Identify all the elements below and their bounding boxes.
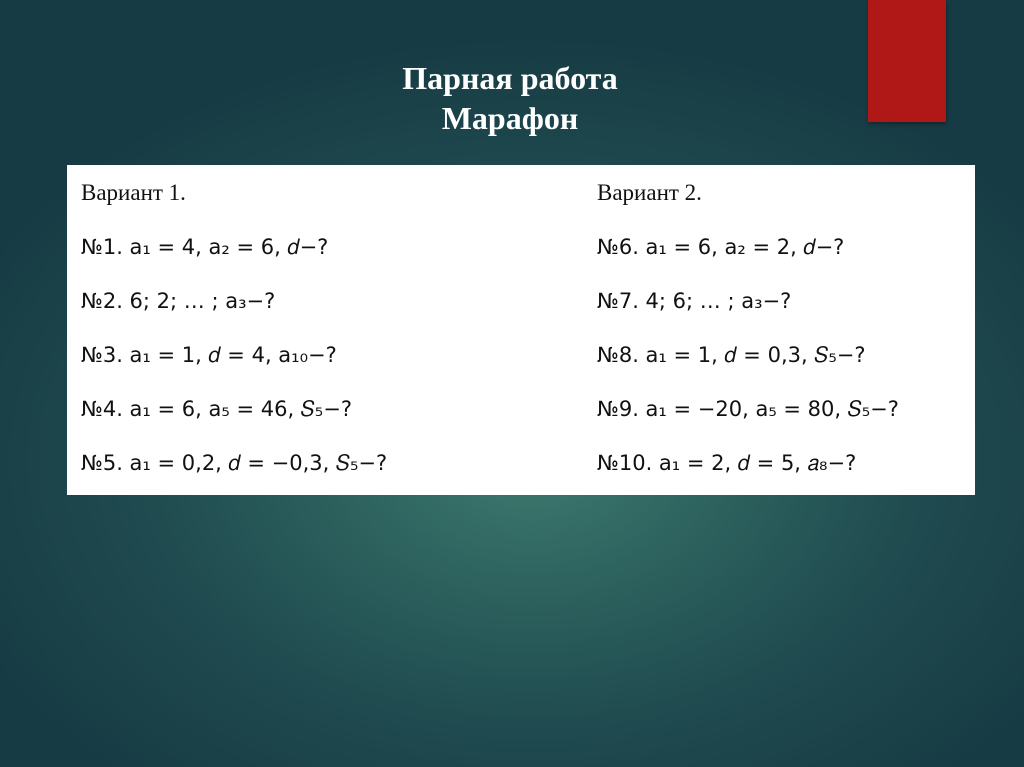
variant-2-heading: Вариант 2. [597,180,702,205]
variant-1-heading: Вариант 1. [81,180,186,205]
slide-title-line-2: Марафон [441,100,579,136]
task-1: №1. a₁ = 4, a₂ = 6, 𝑑−? [81,235,329,259]
task-2: №2. 6; 2; … ; a₃−? [81,289,276,313]
task-8: №8. a₁ = 1, 𝑑 = 0,3, 𝑆₅−? [597,343,866,367]
task-table [67,165,975,495]
accent-bar [868,0,946,122]
task-9: №9. a₁ = −20, a₅ = 80, 𝑆₅−? [597,397,899,421]
task-3: №3. a₁ = 1, 𝑑 = 4, a₁₀−? [81,343,337,367]
task-10: №10. a₁ = 2, 𝑑 = 5, 𝑎₈−? [597,451,857,475]
slide-title [300,58,720,138]
task-6: №6. a₁ = 6, a₂ = 2, 𝑑−? [597,235,845,259]
task-7: №7. 4; 6; … ; a₃−? [597,289,792,313]
task-4: №4. a₁ = 6, a₅ = 46, 𝑆₅−? [81,397,352,421]
slide-title-line-1: Парная работа [402,60,618,96]
task-5: №5. a₁ = 0,2, 𝑑 = −0,3, 𝑆₅−? [81,451,388,475]
